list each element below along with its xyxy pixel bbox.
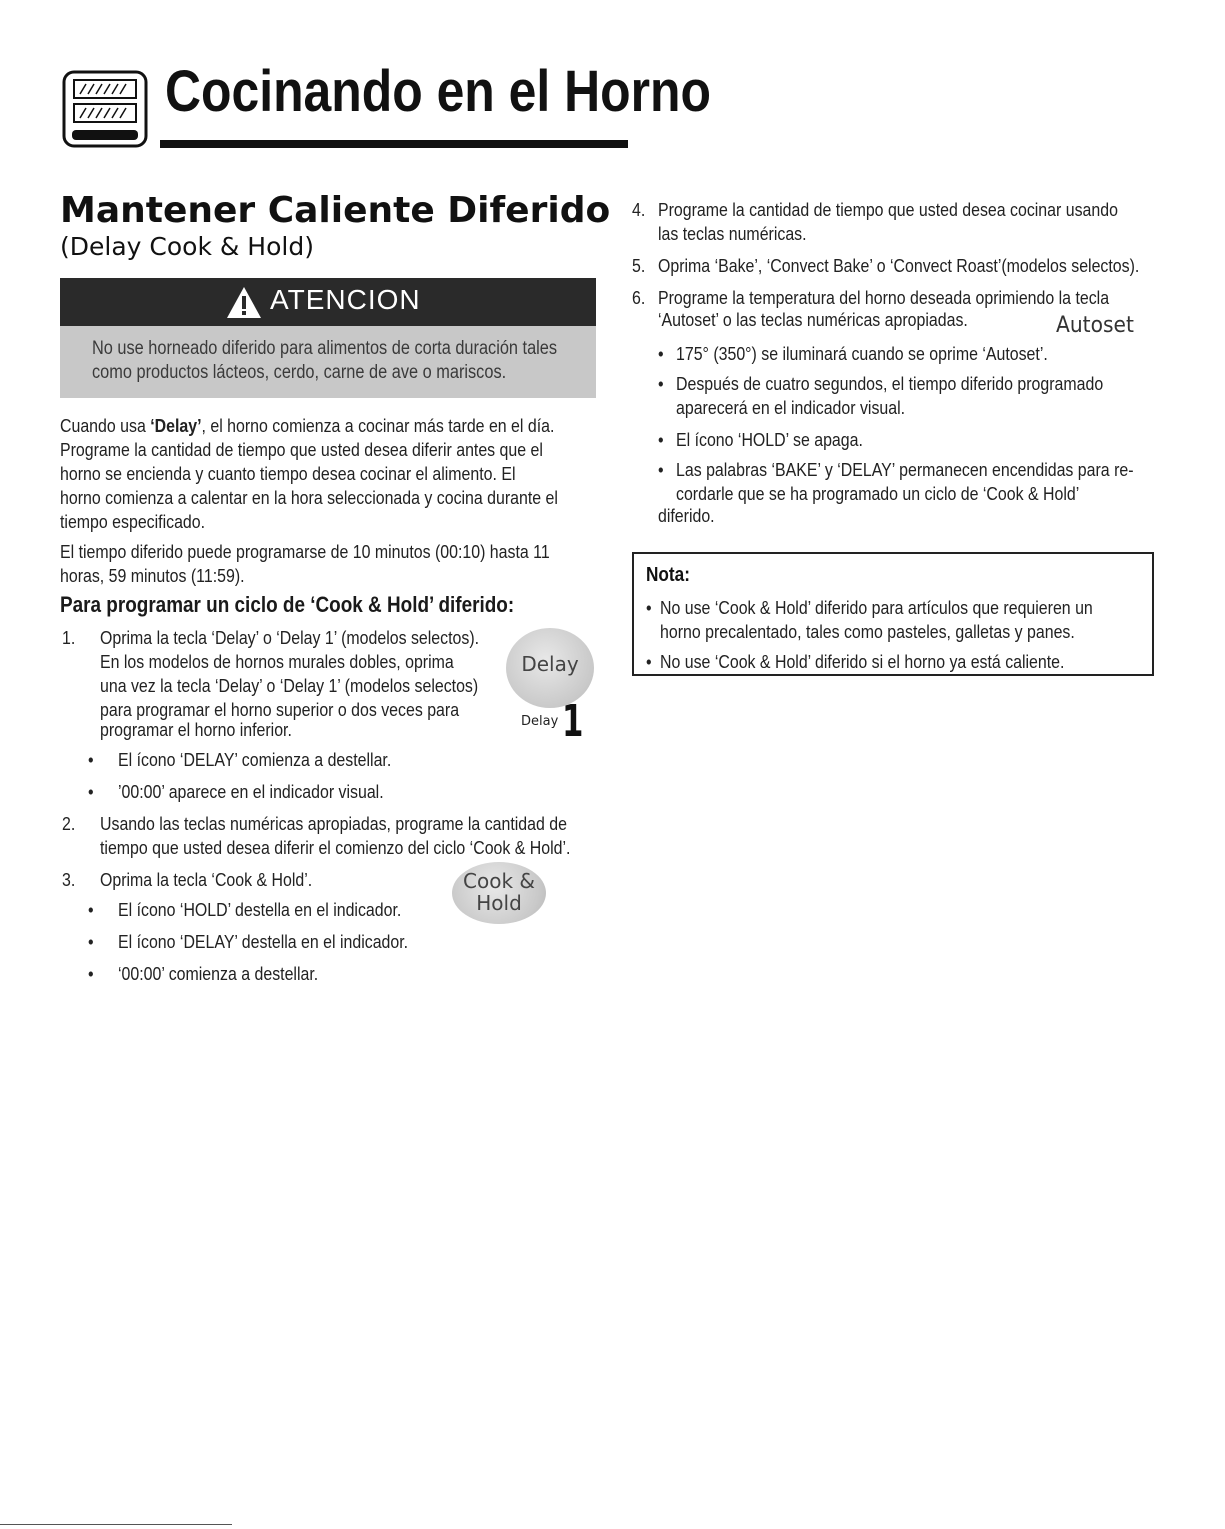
step-number: 1. (62, 627, 76, 648)
section-title: Mantener Caliente Diferido (60, 190, 611, 231)
procedure-heading: Para programar un ciclo de ‘Cook & Hold’ diferido: (60, 592, 515, 617)
step-number: 2. (62, 813, 76, 834)
step-line: Oprima la tecla ‘Cook & Hold’. (100, 869, 313, 890)
bullet: • (88, 781, 94, 802)
bullet-text: Las palabras ‘BAKE’ y ‘DELAY’ permanecen encendidas para re- (676, 459, 1134, 480)
note-text: No use ‘Cook & Hold’ diferido si el horno ya está caliente. (660, 651, 1065, 672)
page-title: Cocinando en el Horno (165, 59, 711, 124)
intro-line: horno se encienda y cuanto tiempo desea cocinar el alimento. El (60, 463, 516, 484)
bullet: • (88, 749, 94, 770)
step-line: las teclas numéricas. (658, 223, 807, 244)
bullet-text: Después de cuatro segundos, el tiempo diferido programado (676, 373, 1104, 394)
bullet: • (88, 899, 94, 920)
delay1-key-label: Delay (521, 714, 559, 729)
cook-hold-key-label: Hold (476, 891, 522, 915)
warning-icon (226, 286, 262, 319)
bullet: • (88, 931, 94, 952)
header-rule (160, 140, 628, 148)
delay-key-label: Delay (521, 652, 579, 676)
bullet-text: diferido. (658, 505, 715, 526)
warning-title: ATENCION (270, 284, 421, 315)
step-number: 4. (632, 199, 646, 220)
step-line: Oprima ‘Bake’, ‘Convect Bake’ o ‘Convect Roast’(modelos selectos). (658, 255, 1140, 276)
intro-line: horno comienza a calentar en la hora seleccionada y cocina durante el (60, 487, 558, 508)
bullet-text: ‘00:00’ comienza a destellar. (118, 963, 319, 984)
autoset-key-label: Autoset (1056, 313, 1134, 338)
step-line: tiempo que usted desea diferir el comienzo del ciclo ‘Cook & Hold’. (100, 837, 571, 858)
step-line: una vez la tecla ‘Delay’ o ‘Delay 1’ (modelos selectos) (100, 675, 479, 696)
step-number: 6. (632, 287, 646, 308)
intro-line: horas, 59 minutos (11:59). (60, 565, 245, 586)
bullet-text: El ícono ‘DELAY’ destella en el indicador. (118, 931, 409, 952)
bullet: • (658, 373, 664, 394)
delay1-key-number: 1 (562, 696, 584, 747)
bullet-text: aparecerá en el indicador visual. (676, 397, 906, 418)
step-line: para programar el horno superior o dos veces para (100, 699, 460, 720)
step-line: En los modelos de hornos murales dobles, oprima (100, 651, 454, 672)
warning-text-line: No use horneado diferido para alimentos de corta duración tales (92, 338, 558, 359)
bullet-text: El ícono ‘DELAY’ comienza a destellar. (118, 749, 392, 770)
step-number: 5. (632, 255, 646, 276)
section-subtitle: (Delay Cook & Hold) (60, 232, 314, 261)
note-text: No use ‘Cook & Hold’ diferido para artículos que requieren un (660, 597, 1093, 618)
warning-text-line: como productos lácteos, cerdo, carne de ave o mariscos. (92, 362, 507, 383)
note-title: Nota: (646, 564, 690, 586)
bullet: • (88, 963, 94, 984)
bullet-text: ’00:00’ aparece en el indicador visual. (118, 781, 384, 802)
bullet-text: cordarle que se ha programado un ciclo de ‘Cook & Hold’ (676, 483, 1080, 504)
intro-line: Cuando usa ‘Delay’, el horno comienza a cocinar más tarde en el día. (60, 415, 555, 436)
note-text: horno precalentado, tales como pasteles, galletas y panes. (660, 621, 1075, 642)
bullet-text: El ícono ‘HOLD’ destella en el indicador. (118, 899, 402, 920)
bullet: • (646, 651, 652, 672)
step-line: Oprima la tecla ‘Delay’ o ‘Delay 1’ (modelos selectos). (100, 627, 480, 648)
footer-rule (0, 1524, 232, 1525)
bullet-text: 175° (350°) se iluminará cuando se oprime ‘Autoset’. (676, 343, 1048, 364)
step-line: Usando las teclas numéricas apropiadas, programe la cantidad de (100, 813, 567, 834)
step-line: ‘Autoset’ o las teclas numéricas apropiadas. (658, 309, 968, 330)
bullet-text: El ícono ‘HOLD’ se apaga. (676, 429, 863, 450)
step-line: programar el horno inferior. (100, 719, 292, 740)
step-line: Programe la temperatura del horno deseada oprimiendo la tecla (658, 287, 1110, 308)
oven-icon (62, 70, 152, 154)
cook-hold-key-label: Cook & (463, 869, 535, 893)
intro-line: Programe la cantidad de tiempo que usted desea diferir antes que el (60, 439, 543, 460)
bullet: • (658, 459, 664, 480)
intro-line: tiempo especificado. (60, 511, 206, 532)
bullet: • (646, 597, 652, 618)
bullet: • (658, 429, 664, 450)
step-number: 3. (62, 869, 76, 890)
step-line: Programe la cantidad de tiempo que usted desea cocinar usando (658, 199, 1118, 220)
bullet: • (658, 343, 664, 364)
intro-line: El tiempo diferido puede programarse de 10 minutos (00:10) hasta 11 (60, 541, 550, 562)
